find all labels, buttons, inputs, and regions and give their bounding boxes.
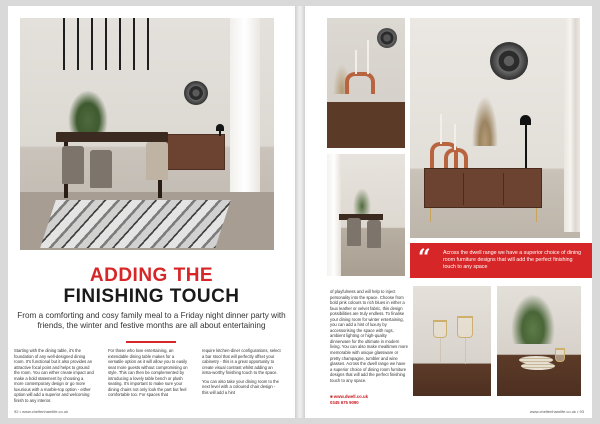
dining-chairs-photo [327,154,405,276]
candle [454,124,456,150]
dining-chair [146,142,168,180]
body-column-3: require kitchen-diner configurations, select a bar stool that will perfectly offset your cabinetry - this is a great opportunity to create visual contrast whilst adding an insta-worthy finishing touch to the space. You can also take your dining room to the next level with a coloured chair design - this will add a hint [202,348,281,395]
headline-line-1: ADDING THE [89,265,214,286]
wine-glass [457,316,473,338]
decorative-plate [377,28,397,48]
decorative-plate [184,81,208,105]
contact-phone: 0345 675 9090 [330,400,359,406]
decorative-plate [490,42,528,80]
pendant-light [63,18,65,70]
candle [367,40,369,74]
pendant-light [77,18,79,70]
page-gutter [295,6,305,418]
dining-table [56,132,168,142]
contact-details [330,394,368,406]
dining-chair [90,150,112,188]
dining-chair [347,218,361,246]
pendant-light [91,18,93,70]
pull-quote-box [410,243,592,278]
pendant-light [105,18,107,70]
window [230,18,260,208]
open-quote-icon: “ [418,245,431,271]
sideboard-top [327,102,405,148]
sideboard-photo [410,18,580,238]
left-page [8,6,295,418]
plant [511,294,555,344]
accent-rule [126,341,176,343]
body-column-1: Starting with the dining table, it's the foundation of any well-designed dining room. It's functional but it also provides an attractive focal point and helps to ground the room. You can either create impact and make a bold statement by choosing a more contemporary design or go more luxurious with a marble-top option - either option will add a superior and welcoming finish to any interior. [14,348,94,403]
candle [440,114,442,144]
pull-quote-text: Across the dwell range we have a superior choice of dining room furniture designs that will add the perfect finishing touch to any space [443,250,582,270]
dining-chair [62,146,84,184]
candle [355,50,357,74]
contact-website: ■ www.dwell.co.uk [330,394,369,399]
candle-holder [444,148,468,168]
tableware-photo [497,286,581,396]
page-folio-right: www.cheltenhamlife.co.uk • 93 [529,409,584,414]
candle-holder [345,72,375,94]
standfirst: From a comforting and cosy family meal to a Friday night dinner party with friends, the winter and festive months are all about entertaining [17,311,286,331]
glassware-photo [413,286,491,396]
curtain [564,18,580,232]
sideboard [424,168,542,208]
right-page [305,6,592,418]
page-folio-left: 92 • www.cheltenhamlife.co.uk [14,409,69,414]
rug [40,200,231,248]
candle-holder-photo [327,18,405,148]
body-column-2: For those who love entertaining, an extendable dining table makes for a versatile option as it will allow you to easily seat more guests without compromising on style. This can then be complemented by introducing a lovely table bench or plush seating. It's important to make sure your dining chairs not only look the part but feel comfortable too. For spaces that [108,348,188,398]
dining-room-photo [20,18,274,250]
headline-line-2: FINISHING TOUCH [63,286,240,307]
wine-glass [433,320,447,338]
pendant-light [133,18,135,70]
wine-glass [555,348,565,362]
right-body-column: of playfulness and will help to inject personality into the space. Choose from bold pink colours to rich blues in either a faux leather or velvet fabric, this design possibilities are truly endless. To finalise your dining room for winter entertaining, you can add a hint of luxury by accessorising the space with rugs, ambient lighting or high-quality dinnerware for the ultimate in modern living. You can also make mealtimes more memorable with unique glassware or pretty champagne, tumbler and wine glasses. Across the dwell range we have a superior choice of dining room furniture designs that will add the perfect finishing touch to any space. [330,289,408,383]
pendant-light [119,18,121,70]
dining-chair [367,220,381,248]
dried-grass [472,96,498,146]
plant [353,188,371,214]
sideboard [163,134,225,170]
pendant-light [147,18,149,70]
